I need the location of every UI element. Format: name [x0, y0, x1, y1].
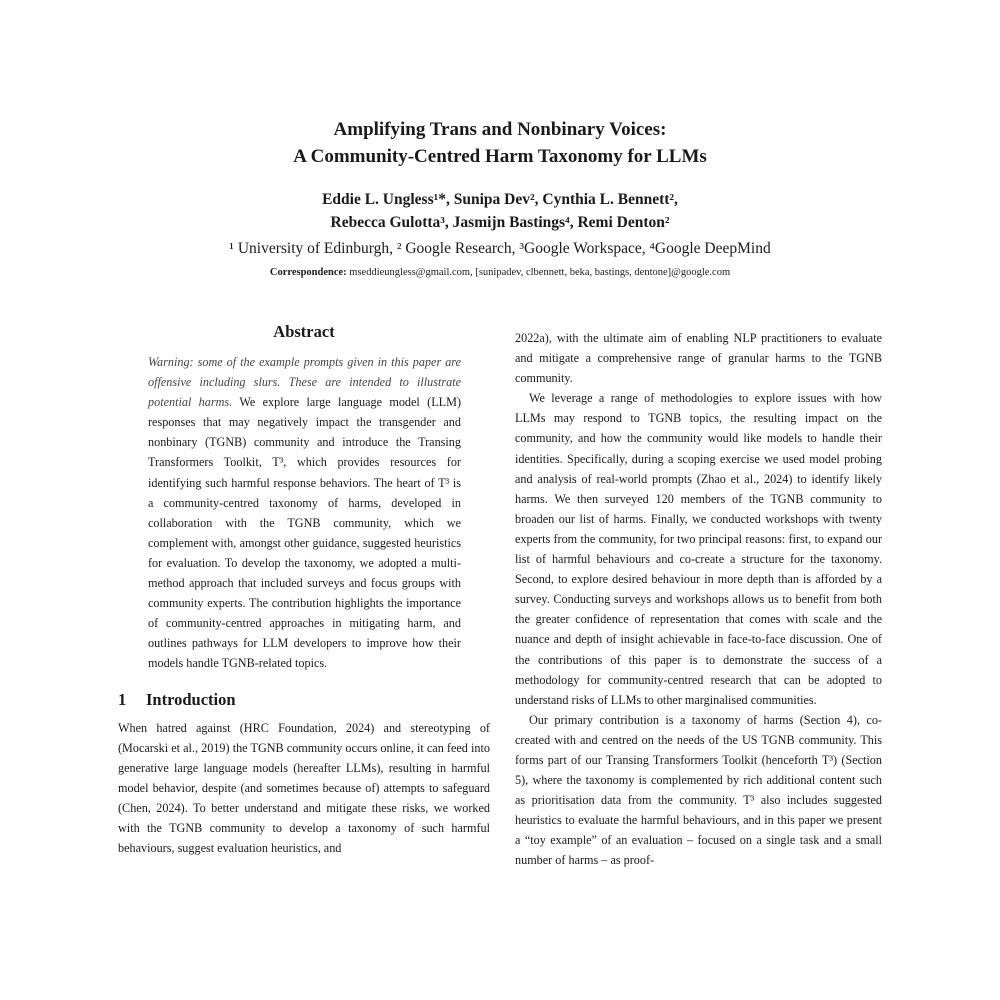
abstract-warning: Warning: some of the example prompts given in this paper are offensive including slurs. These are intended to illustrate potential harms. [148, 355, 461, 410]
title-line-1: Amplifying Trans and Nonbinary Voices: [333, 119, 667, 140]
left-column [118, 320, 490, 858]
right-column [515, 328, 882, 871]
section-number: 1 [118, 689, 127, 709]
correspondence [0, 265, 1000, 281]
intro-paragraph-1: When hatred against (HRC Foundation, 2024) and stereotyping of (Mocarski et al., 2019) the TGNB community occurs online, it can feed into generative large language models (hereafter LLMs), resulting in harmful model behavior, despite (and sometimes because of) attempts to safeguard (Chen, 2024). To better understand and mitigate these risks, we worked with the TGNB community to develop a taxonomy of such harmful behaviours, suggest evaluation heuristics, and [118, 720, 490, 856]
authors-line-2: Rebecca Gulotta³, Jasmijn Bastings⁴, Remi Denton² [330, 214, 670, 231]
right-paragraph-1: 2022a), with the ultimate aim of enabling NLP practitioners to evaluate and mitigate a comprehensive range of granular harms to the TGNB community. [515, 331, 882, 386]
paper-title [0, 116, 1000, 170]
section-title: Introduction [146, 689, 236, 709]
abstract-heading: Abstract [273, 322, 335, 341]
abstract-body [148, 352, 461, 674]
authors-line-1: Eddie L. Ungless¹*, Sunipa Dev², Cynthia L. Bennett², [322, 191, 678, 208]
title-line-2: A Community-Centred Harm Taxonomy for LLMs [293, 146, 707, 167]
right-paragraph-3: Our primary contribution is a taxonomy of harms (Section 4), co-created with and centred on the needs of the US TGNB community. This forms part of our Transing Transformers Toolkit (henceforth T³) (Section 5), where the taxonomy is complemented by rich additional content such as prioritisation data from the community. T³ also includes suggested heuristics to evaluate the harmful behaviours, and in this paper we present a “toy example” of an evaluation – focused on a single task and a small number of harms – as proof- [515, 712, 882, 868]
author-list [0, 188, 1000, 234]
section-heading-introduction [118, 688, 490, 712]
right-paragraph-2: We leverage a range of methodologies to explore issues with how LLMs may respond to TGNB topics, the resulting impact on the community, and how the community would like models to handle their identities. Specifically, during a scoping exercise we used model probing and analysis of real-world prompts (Zhao et al., 2024) to identify likely harms. We then surveyed 120 members of the TGNB community to broaden our list of harms. Finally, we conducted workshops with twenty experts from the community, for two principal reasons: first, to expand our list of harmful behaviours and co-create a structure for the taxonomy. Second, to explore desired behaviour in more depth than is afforded by a survey. Conducting surveys and workshops allows us to benefit from both the greater confidence of representation that comes with scale and the nuance and depth of insight achievable in face-to-face discussion. One of the contributions of this paper is to demonstrate the success of a methodology for community-centred research that can be adopted to understand risks of LLMs to other marginalised communities. [515, 391, 882, 707]
correspondence-label: Correspondence: [269, 267, 347, 278]
abstract-text: We explore large language model (LLM) responses that may negatively impact the transgender and nonbinary (TGNB) community and introduce the Transing Transformers Toolkit, T³, which provides resources for identifying such harmful response behaviors. The heart of T³ is a community-centred taxonomy of harms, developed in collaboration with the TGNB community, which we complement with, amongst other guidance, suggested heuristics for evaluation. To develop the taxonomy, we adopted a multi-method approach that included surveys and focus groups with community experts. The contribution highlights the importance of community-centred approaches in mitigating harm, and outlines pathways for LLM developers to improve how their models handle TGNB-related topics. [148, 395, 461, 671]
correspondence-emails: mseddieungless@gmail.com, [sunipadev, clbennett, beka, bastings, dentone]@google.com [349, 267, 731, 278]
affiliations: ¹ University of Edinburgh, ² Google Research, ³Google Workspace, ⁴Google DeepMind [229, 240, 771, 257]
